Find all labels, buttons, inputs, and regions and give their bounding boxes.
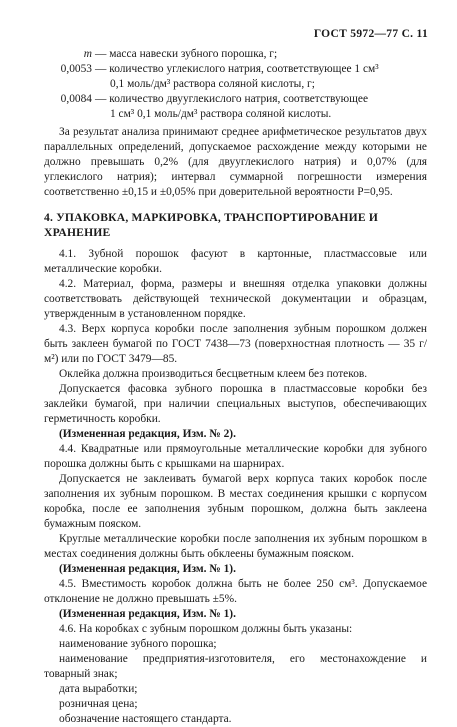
definition-text: — количество углекислого натрия, соответствующее 1 см³ (95, 63, 379, 75)
definition-text: — количество двууглекислого натрия, соответствующее (95, 93, 369, 105)
definition-list (44, 47, 427, 122)
page-header: ГОСТ 5972—77 С. 11 (313, 28, 428, 40)
list-item: дата выработки; (59, 683, 138, 695)
paragraph-4-6: 4.6. На коробках с зубным порошком должны быть указаны: (59, 623, 353, 635)
definition-text: — масса навески зубного порошка, г; (95, 48, 278, 60)
definition-item (44, 47, 427, 62)
paragraph-result: За результат анализа принимают среднее арифметическое результатов двух параллельных определений, допускаемое расхождение между которыми не должно превышать 0,2% (для двууглекислого натрия) и 0,07% (для углекислого натрия); интервал суммарной погрешности измерения соответственно ±0,15 и ±0,05% при доверительной вероятности P=0,95. (44, 126, 427, 198)
paragraph-round: Круглые металлические коробки после заполнения их зубным порошком в местах соединения должны быть обклеены бумажным пояском. (44, 533, 427, 560)
definition-term: m (83, 48, 92, 60)
definition-continuation: 1 см³ 0,1 моль/дм³ раствора соляной кислоты. (110, 108, 332, 120)
definition-item (44, 62, 427, 77)
page-content (44, 47, 427, 727)
paragraph-no-glue: Допускается не заклеивать бумагой верх корпуса таких коробок после заполнения их зубным порошком. В местах соединения крышки с корпусом коробка, после ее заполнения зубным порошком, должна быть заклеена бумажным пояском. (44, 473, 427, 530)
definition-term: 0,0053 (60, 63, 92, 75)
amendment-note: (Измененная редакция, Изм. № 1). (59, 563, 236, 575)
section-heading: 4. УПАКОВКА, МАРКИРОВКА, ТРАНСПОРТИРОВАНИЕ И ХРАНЕНИЕ (44, 211, 379, 239)
paragraph-4-5: 4.5. Вместимость коробок должна быть не более 250 см³. Допускаемое отклонение не должно превышать ±5%. (44, 578, 427, 605)
definition-continuation: 0,1 моль/дм³ раствора соляной кислоты, г; (110, 78, 315, 90)
paragraph-4-3: 4.3. Верх корпуса коробки после заполнения зубным порошком должен быть заклеен бумагой по ГОСТ 7438—73 (поверхностная плотность — 35 г/м²) или по ГОСТ 3479—85. (44, 323, 427, 365)
list-item: наименование зубного порошка; (59, 638, 217, 650)
list-item: обозначение настоящего стандарта. (59, 713, 232, 725)
paragraph-4-2: 4.2. Материал, форма, размеры и внешняя отделка упаковки должны соответствовать действующей технической документации и образцам, утвержденным в установленном порядке. (44, 278, 427, 320)
paragraph-4-1: 4.1. Зубной порошок фасуют в картонные, пластмассовые или металлические коробки. (44, 248, 427, 275)
paragraph-glue: Оклейка должна производиться бесцветным клеем без потеков. (59, 368, 368, 380)
definition-item (44, 92, 427, 107)
paragraph-4-4: 4.4. Квадратные или прямоугольные металлические коробки для зубного порошка должны быть с крышками на шарнирах. (44, 443, 427, 470)
list-item: наименование предприятия-изготовителя, его местонахождение и товарный знак; (44, 653, 427, 680)
definition-term: 0,0084 (60, 93, 92, 105)
amendment-note: (Измененная редакция, Изм. № 2). (59, 428, 236, 440)
amendment-note: (Измененная редакция, Изм. № 1). (59, 608, 236, 620)
list-item: розничная цена; (59, 698, 138, 710)
paragraph-plastic: Допускается фасовка зубного порошка в пластмассовые коробки без заклейки бумагой, при наличии специальных выступов, обеспечивающих герметичность коробки. (44, 383, 427, 425)
